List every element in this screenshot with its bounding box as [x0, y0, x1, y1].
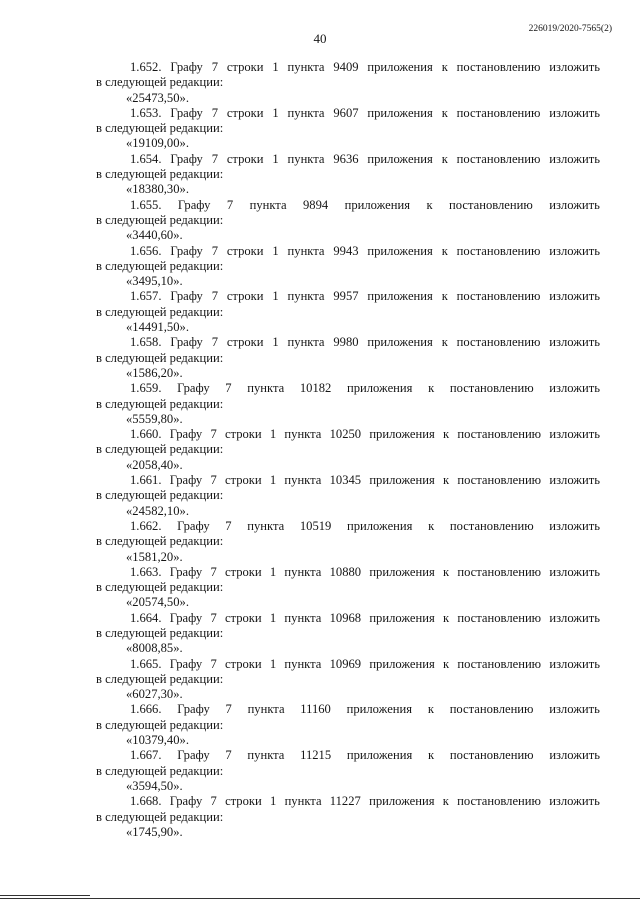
item-word: к: [441, 335, 448, 350]
item-word: к: [428, 518, 435, 533]
item-word: 7: [211, 151, 218, 166]
item-word: пункта: [284, 610, 322, 625]
item-word: пункта: [287, 105, 325, 120]
item-word: пункта: [287, 335, 325, 350]
item-second-line: в следующей редакции:: [96, 763, 224, 778]
item-first-line: [96, 473, 600, 488]
item-word: пункта: [284, 656, 322, 671]
item-value: «20574,50».: [126, 595, 189, 610]
amendment-item: [96, 794, 600, 840]
item-word: постановлению: [456, 243, 541, 258]
item-word: 9409: [333, 60, 359, 74]
item-word: 1: [272, 105, 279, 120]
item-word: 7: [211, 105, 218, 120]
item-value: «6027,30».: [126, 687, 183, 702]
item-first-line: [96, 289, 600, 304]
item-word: к: [441, 60, 448, 74]
item-value: «3594,50».: [126, 778, 183, 793]
item-word: постановлению: [449, 381, 534, 396]
item-value: «24582,10».: [126, 503, 189, 518]
item-word: пункта: [287, 289, 325, 304]
item-word: к: [442, 473, 450, 488]
item-word: 1: [272, 243, 279, 258]
item-word: постановлению: [457, 794, 541, 809]
amendment-item: [96, 381, 600, 427]
item-word: изложить: [549, 518, 600, 533]
amendment-item: [96, 244, 600, 290]
item-word: приложения: [344, 197, 411, 212]
item-first-line: [96, 427, 600, 442]
item-word: 7: [210, 427, 217, 442]
amendment-item: [96, 748, 600, 794]
amendment-item: [96, 519, 600, 565]
item-word: 1: [272, 60, 279, 74]
item-word: 1: [269, 564, 277, 579]
item-number: 1.652.: [130, 60, 162, 74]
item-word: 9980: [333, 335, 359, 350]
amendment-item: [96, 657, 600, 703]
item-word: Графу: [170, 60, 203, 74]
item-value: «5559,80».: [126, 411, 183, 426]
item-number: 1.663.: [130, 564, 162, 579]
item-word: изложить: [549, 151, 600, 166]
item-number: 1.661.: [130, 473, 162, 488]
item-second-line: в следующей редакции:: [96, 350, 224, 365]
item-word: 7: [225, 381, 232, 396]
item-value: «8008,85».: [126, 641, 183, 656]
item-word: изложить: [549, 656, 600, 671]
item-first-line: [96, 106, 600, 121]
item-word: 9636: [333, 151, 359, 166]
item-word: приложения: [367, 289, 433, 304]
item-number: 1.665.: [130, 656, 162, 671]
item-word: к: [442, 794, 449, 809]
item-word: строки: [224, 473, 262, 488]
item-word: пункта: [284, 427, 322, 442]
item-word: постановлению: [449, 702, 534, 717]
item-word: строки: [226, 335, 264, 350]
item-word: изложить: [549, 564, 600, 579]
item-word: Графу: [169, 427, 203, 442]
item-word: 7: [210, 794, 217, 809]
item-second-line: в следующей редакции:: [96, 717, 224, 732]
item-word: 1: [272, 335, 279, 350]
item-word: Графу: [169, 610, 203, 625]
item-word: 9957: [333, 289, 359, 304]
item-word: приложения: [369, 656, 435, 671]
item-word: Графу: [170, 335, 203, 350]
item-word: постановлению: [449, 197, 533, 212]
item-second-line: в следующей редакции:: [96, 671, 224, 686]
item-second-line: в следующей редакции:: [96, 212, 224, 227]
item-word: пункта: [287, 243, 325, 258]
item-word: изложить: [549, 610, 600, 625]
item-word: к: [426, 197, 433, 212]
item-first-line: [96, 60, 600, 75]
item-word: Графу: [177, 518, 210, 533]
item-first-line: [96, 152, 600, 167]
item-word: пункта: [247, 748, 285, 763]
item-word: пункта: [284, 473, 322, 488]
item-word: 7: [225, 518, 232, 533]
item-second-line: в следующей редакции:: [96, 534, 224, 549]
item-second-line: в следующей редакции:: [96, 396, 224, 411]
item-word: к: [442, 427, 450, 442]
item-word: постановлению: [449, 518, 534, 533]
item-value: «1581,20».: [126, 549, 183, 564]
item-word: 7: [211, 335, 218, 350]
item-word: приложения: [367, 335, 433, 350]
item-second-line: в следующей редакции:: [96, 809, 224, 824]
item-word: Графу: [170, 105, 203, 120]
item-word: Графу: [169, 564, 203, 579]
item-word: к: [441, 243, 448, 258]
item-word: 10345: [329, 473, 362, 488]
item-first-line: [96, 519, 600, 534]
item-word: Графу: [169, 794, 203, 809]
item-word: постановлению: [456, 60, 541, 74]
item-word: 1: [272, 289, 279, 304]
item-word: строки: [226, 289, 264, 304]
item-word: 1: [270, 794, 277, 809]
item-first-line: [96, 335, 600, 350]
item-number: 1.659.: [130, 381, 162, 396]
page-number: 40: [313, 31, 327, 46]
document-id: 226019/2020-7565(2): [528, 24, 612, 34]
item-word: изложить: [549, 427, 600, 442]
item-word: изложить: [549, 748, 600, 763]
item-word: 10182: [299, 381, 332, 396]
item-word: 11227: [329, 794, 361, 809]
item-word: 9894: [302, 197, 329, 212]
item-value: «25473,50».: [126, 90, 189, 105]
item-word: изложить: [549, 702, 600, 717]
item-number: 1.664.: [130, 610, 162, 625]
item-word: постановлению: [457, 427, 542, 442]
item-value: «14491,50».: [126, 320, 189, 335]
item-number: 1.662.: [130, 518, 162, 533]
item-word: 7: [210, 473, 217, 488]
item-second-line: в следующей редакции:: [96, 258, 224, 273]
item-word: приложения: [369, 473, 435, 488]
item-word: 10880: [329, 564, 362, 579]
amendment-item: [96, 198, 600, 244]
item-word: строки: [226, 151, 264, 166]
item-word: 7: [210, 610, 217, 625]
item-value: «3495,10».: [126, 274, 183, 289]
item-word: 1: [269, 427, 277, 442]
item-word: 7: [211, 60, 218, 74]
item-number: 1.660.: [130, 427, 162, 442]
item-word: изложить: [549, 289, 600, 304]
amendment-item: [96, 565, 600, 611]
amendment-item: [96, 702, 600, 748]
amendment-item: [96, 60, 600, 106]
item-word: строки: [225, 794, 262, 809]
item-word: 10968: [329, 610, 362, 625]
item-second-line: в следующей редакции:: [96, 75, 224, 90]
item-word: изложить: [549, 60, 600, 74]
item-word: приложения: [369, 610, 435, 625]
item-word: приложения: [346, 381, 413, 396]
item-word: 7: [210, 656, 217, 671]
item-number: 1.658.: [130, 335, 162, 350]
item-word: Графу: [177, 197, 211, 212]
item-second-line: в следующей редакции:: [96, 580, 224, 595]
item-word: к: [442, 564, 450, 579]
item-number: 1.653.: [130, 105, 162, 120]
item-word: Графу: [177, 748, 210, 763]
item-word: постановлению: [457, 610, 542, 625]
item-number: 1.666.: [130, 702, 162, 717]
item-word: изложить: [549, 473, 600, 488]
item-word: строки: [224, 564, 262, 579]
amendment-item: [96, 427, 600, 473]
item-word: 7: [225, 702, 232, 717]
item-second-line: в следующей редакции:: [96, 121, 224, 136]
item-first-line: [96, 565, 600, 580]
item-word: пункта: [247, 518, 285, 533]
item-word: 7: [225, 748, 232, 763]
item-value: «1745,90».: [126, 824, 183, 839]
amendment-item: [96, 611, 600, 657]
item-first-line: [96, 702, 600, 717]
item-word: к: [442, 610, 450, 625]
item-word: строки: [224, 656, 262, 671]
item-value: «3440,60».: [126, 228, 183, 243]
item-value: «10379,40».: [126, 733, 189, 748]
item-word: изложить: [549, 335, 600, 350]
item-word: пункта: [287, 151, 325, 166]
item-word: 1: [269, 473, 277, 488]
item-word: строки: [226, 243, 264, 258]
item-second-line: в следующей редакции:: [96, 488, 224, 503]
item-word: постановлению: [457, 473, 542, 488]
item-word: 10969: [329, 656, 362, 671]
item-number: 1.654.: [130, 151, 162, 166]
item-word: постановлению: [449, 748, 534, 763]
item-word: Графу: [177, 381, 210, 396]
item-word: 11215: [300, 748, 332, 763]
item-word: изложить: [549, 794, 600, 809]
item-word: приложения: [346, 702, 413, 717]
item-word: приложения: [367, 151, 433, 166]
item-word: 10250: [329, 427, 362, 442]
item-word: к: [428, 748, 435, 763]
item-first-line: [96, 794, 600, 809]
item-value: «18380,30».: [126, 182, 189, 197]
item-word: приложения: [369, 427, 435, 442]
amendment-item: [96, 289, 600, 335]
item-word: изложить: [549, 197, 600, 212]
item-word: 9607: [333, 105, 359, 120]
item-word: постановлению: [456, 151, 541, 166]
item-word: к: [442, 656, 450, 671]
item-word: Графу: [169, 656, 203, 671]
footer-rule-short: [0, 895, 90, 896]
item-word: Графу: [170, 289, 203, 304]
item-first-line: [96, 198, 600, 213]
item-word: 7: [211, 289, 218, 304]
item-word: изложить: [549, 243, 600, 258]
item-word: к: [441, 151, 448, 166]
item-number: 1.655.: [130, 197, 162, 212]
item-word: 11160: [300, 702, 331, 717]
item-number: 1.657.: [130, 289, 162, 304]
item-word: 1: [272, 151, 279, 166]
item-word: приложения: [367, 105, 433, 120]
item-word: 9943: [333, 243, 359, 258]
item-word: к: [427, 702, 434, 717]
item-number: 1.668.: [130, 794, 162, 809]
item-word: постановлению: [456, 289, 541, 304]
item-word: постановлению: [457, 656, 542, 671]
item-word: пункта: [247, 702, 285, 717]
item-second-line: в следующей редакции:: [96, 304, 224, 319]
item-word: пункта: [247, 381, 285, 396]
item-word: Графу: [177, 702, 210, 717]
item-first-line: [96, 611, 600, 626]
item-word: строки: [224, 427, 262, 442]
item-word: Графу: [170, 243, 203, 258]
item-number: 1.667.: [130, 748, 162, 763]
document-body: [96, 60, 600, 840]
item-word: пункта: [249, 197, 287, 212]
item-word: постановлению: [456, 335, 541, 350]
item-word: приложения: [367, 60, 433, 74]
item-word: приложения: [346, 748, 413, 763]
item-second-line: в следующей редакции:: [96, 167, 224, 182]
item-word: 7: [211, 243, 218, 258]
item-word: строки: [226, 60, 264, 74]
item-word: изложить: [549, 105, 600, 120]
item-number: 1.656.: [130, 243, 162, 258]
item-word: строки: [226, 105, 264, 120]
item-word: пункта: [287, 60, 325, 74]
item-word: Графу: [170, 151, 203, 166]
item-word: 7: [226, 197, 234, 212]
item-value: «1586,20».: [126, 365, 183, 380]
item-word: изложить: [549, 381, 600, 396]
item-second-line: в следующей редакции:: [96, 625, 224, 640]
item-word: Графу: [169, 473, 203, 488]
item-word: к: [441, 105, 448, 120]
item-word: 10519: [299, 518, 332, 533]
item-word: строки: [224, 610, 262, 625]
item-word: постановлению: [456, 105, 541, 120]
item-word: 7: [210, 564, 217, 579]
item-word: пункта: [284, 794, 322, 809]
item-first-line: [96, 748, 600, 763]
amendment-item: [96, 335, 600, 381]
item-second-line: в следующей редакции:: [96, 442, 224, 457]
item-word: пункта: [284, 564, 322, 579]
footer-rule: [0, 898, 640, 899]
item-word: к: [428, 381, 435, 396]
item-first-line: [96, 244, 600, 259]
amendment-item: [96, 152, 600, 198]
item-first-line: [96, 657, 600, 672]
item-word: к: [441, 289, 448, 304]
amendment-item: [96, 473, 600, 519]
item-word: приложения: [367, 243, 433, 258]
amendment-item: [96, 106, 600, 152]
item-word: 1: [269, 610, 277, 625]
item-word: 1: [269, 656, 277, 671]
item-first-line: [96, 381, 600, 396]
item-value: «2058,40».: [126, 457, 183, 472]
item-word: постановлению: [457, 564, 542, 579]
item-value: «19109,00».: [126, 136, 189, 151]
item-word: приложения: [369, 794, 435, 809]
item-word: приложения: [369, 564, 435, 579]
item-word: приложения: [346, 518, 413, 533]
